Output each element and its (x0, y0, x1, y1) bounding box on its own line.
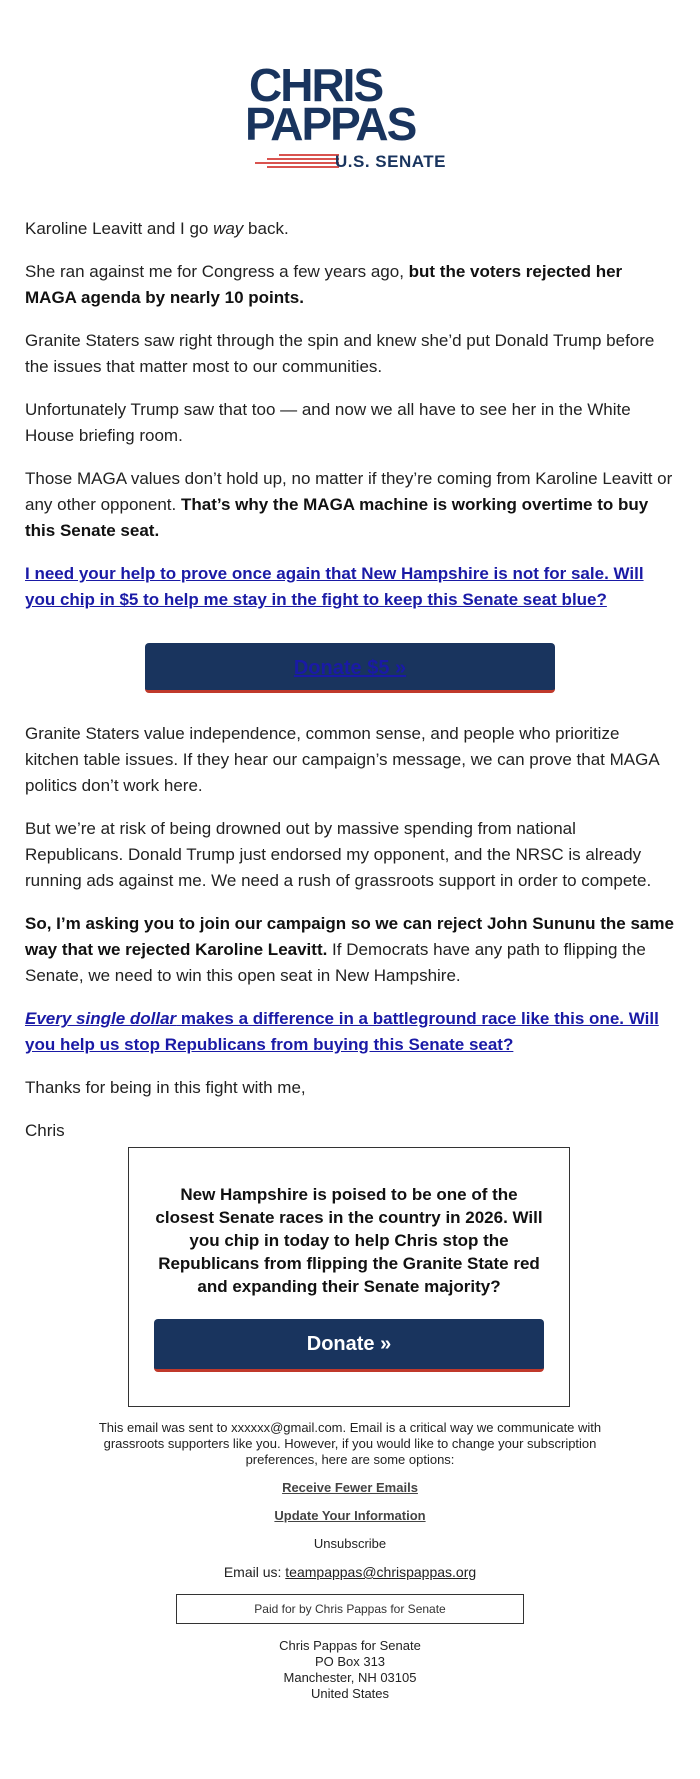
paragraph-link-1 (25, 561, 675, 613)
signoff: Chris (25, 1121, 65, 1140)
paragraph-5: Those MAGA values don’t hold up, no matter if they’re coming from Karoline Leavitt or any other opponent. That’s why the MAGA machine is working overtime to buy this Senate seat. (25, 469, 673, 540)
logo-first-name: CHRIS (249, 59, 383, 111)
donate-button[interactable]: Donate » (154, 1319, 544, 1372)
campaign-logo (245, 59, 455, 176)
receive-fewer-emails-link[interactable]: Receive Fewer Emails (282, 1480, 418, 1495)
paragraph-4: Unfortunately Trump saw that too — and now we all have to see her in the White House briefing room. (25, 400, 631, 445)
address-line: PO Box 313 (314, 1654, 386, 1669)
logo-stripes-icon (249, 153, 339, 171)
logo-tagline: U.S. SENATE (335, 152, 446, 171)
contact-email: Email us: teampappas@chrispappas.org (223, 1564, 477, 1580)
update-information-link[interactable]: Update Your Information (274, 1508, 426, 1523)
paid-for-disclaimer: Paid for by Chris Pappas for Senate (176, 1594, 524, 1624)
paragraph-6: Granite Staters value independence, common sense, and people who prioritize kitchen table issues. If they hear our campaign’s message, we can prove that MAGA politics don’t work here. (25, 724, 659, 795)
paragraph-link-2 (25, 1006, 675, 1058)
address-line: Manchester, NH 03105 (283, 1670, 417, 1685)
appeal-text: New Hampshire is poised to be one of the closest Senate races in the country in 2026. Will you chip in today to help Chris stop the Republicans from flipping the Granite State red and expanding their Senate majority? (155, 1185, 543, 1296)
donate-5-wrap (25, 643, 675, 693)
paragraph-2: She ran against me for Congress a few years ago, but the voters rejected her MAGA agenda by nearly 10 points. (25, 262, 623, 307)
paragraph-7: But we’re at risk of being drowned out by massive spending from national Republicans. Donald Trump just endorsed my opponent, and the NRSC is already running ads against me. We need a rush of grassroots support in order to compete. (25, 819, 652, 890)
address-line: Chris Pappas for Senate (279, 1638, 421, 1653)
paragraph-thanks: Thanks for being in this fight with me, (25, 1078, 306, 1097)
address-line: United States (310, 1686, 390, 1701)
donate-text-link-1[interactable]: I need your help to prove once again that New Hampshire is not for sale. Will you chip in $5 to help me stay in the fight to keep this Senate seat blue? (25, 564, 644, 609)
letter-body (25, 216, 675, 1161)
paragraph-8: So, I’m asking you to join our campaign so we can reject John Sununu the same way that we rejected Karoline Leavitt. If Democrats have any path to flipping the Senate, we need to win this open seat in New Hampshire. (25, 914, 674, 985)
donate-5-button[interactable]: Donate $5 » (145, 643, 555, 693)
unsubscribe-link[interactable]: Unsubscribe (313, 1536, 387, 1551)
contact-email-link[interactable]: teampappas@chrispappas.org (285, 1564, 477, 1580)
subscription-notice: This email was sent to xxxxxx@gmail.com. Email is a critical way we communicate with grassroots supporters like you. However, if you would like to change your subscription preferences, here are some options: (98, 1420, 602, 1467)
donate-text-link-2[interactable]: Every single dollar makes a difference in a battleground race like this one. Will you help us stop Republicans from buying this Senate seat? (25, 1009, 659, 1054)
email-footer (70, 1420, 630, 1702)
logo-last-name: PAPPAS (245, 98, 416, 150)
paragraph-1: Karoline Leavitt and I go way back. (25, 219, 289, 238)
mailing-address (70, 1638, 630, 1702)
paragraph-3: Granite Staters saw right through the spin and knew she’d put Donald Trump before the issues that matter most to our communities. (25, 331, 655, 376)
appeal-box (128, 1147, 570, 1407)
